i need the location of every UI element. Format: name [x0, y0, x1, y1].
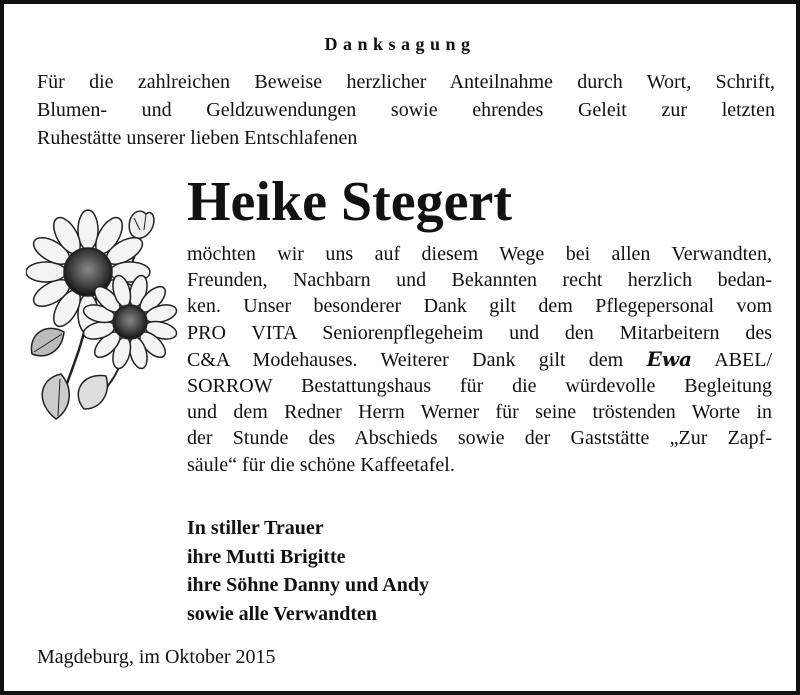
mourners-signoff: [187, 514, 429, 628]
intro-paragraph: [37, 68, 775, 152]
body-line-with-logo: [187, 346, 772, 373]
intro-line: Blumen- und Geldzuwendungen sowie ehrendes Geleit zur letzten: [37, 99, 775, 121]
signoff-line: In stiller Trauer: [187, 517, 324, 539]
body-line-part: ABEL/: [714, 348, 773, 371]
intro-line: Für die zahlreichen Beweise herzlicher Anteilnahme durch Wort, Schrift,: [37, 71, 775, 93]
signoff-line: sowie alle Verwandten: [187, 602, 377, 625]
sunflower-icon: [26, 204, 184, 436]
body-line: ken. Unser besonderer Dank gilt dem Pflegepersonal vom: [187, 295, 772, 318]
intro-line: Ruhestätte unserer lieben Entschlafenen: [37, 127, 358, 149]
signoff-line: ihre Söhne Danny und Andy: [187, 574, 429, 596]
body-line: Freunden, Nachbarn und Bekannten recht herzlich bedan-: [187, 269, 772, 292]
deceased-name: Heike Stegert: [187, 171, 512, 233]
place-and-date: Magdeburg, im Oktober 2015: [37, 646, 276, 668]
body-line: SORROW Bestattungshaus für die würdevolle Begleitung: [187, 375, 772, 398]
body-line-part: C&A Modehauses. Weiterer Dank gilt dem: [187, 348, 624, 371]
body-line: möchten wir uns auf diesem Wege bei allen Verwandten,: [187, 243, 772, 265]
body-line: säule“ für die schöne Kaffeetafel.: [187, 453, 455, 476]
body-line: und dem Redner Herrn Werner für seine tröstenden Worte in: [187, 401, 772, 424]
signoff-line: ihre Mutti Brigitte: [187, 545, 346, 568]
body-line: der Stunde des Abschieds sowie der Gaststätte „Zur Zapf-: [187, 427, 772, 450]
body-line: PRO VITA Seniorenpflegeheim und den Mitarbeitern des: [187, 321, 772, 344]
notice-heading: Danksagung: [324, 34, 476, 54]
thanks-paragraph: [187, 241, 772, 478]
ewa-logo: Ewa: [646, 346, 692, 371]
